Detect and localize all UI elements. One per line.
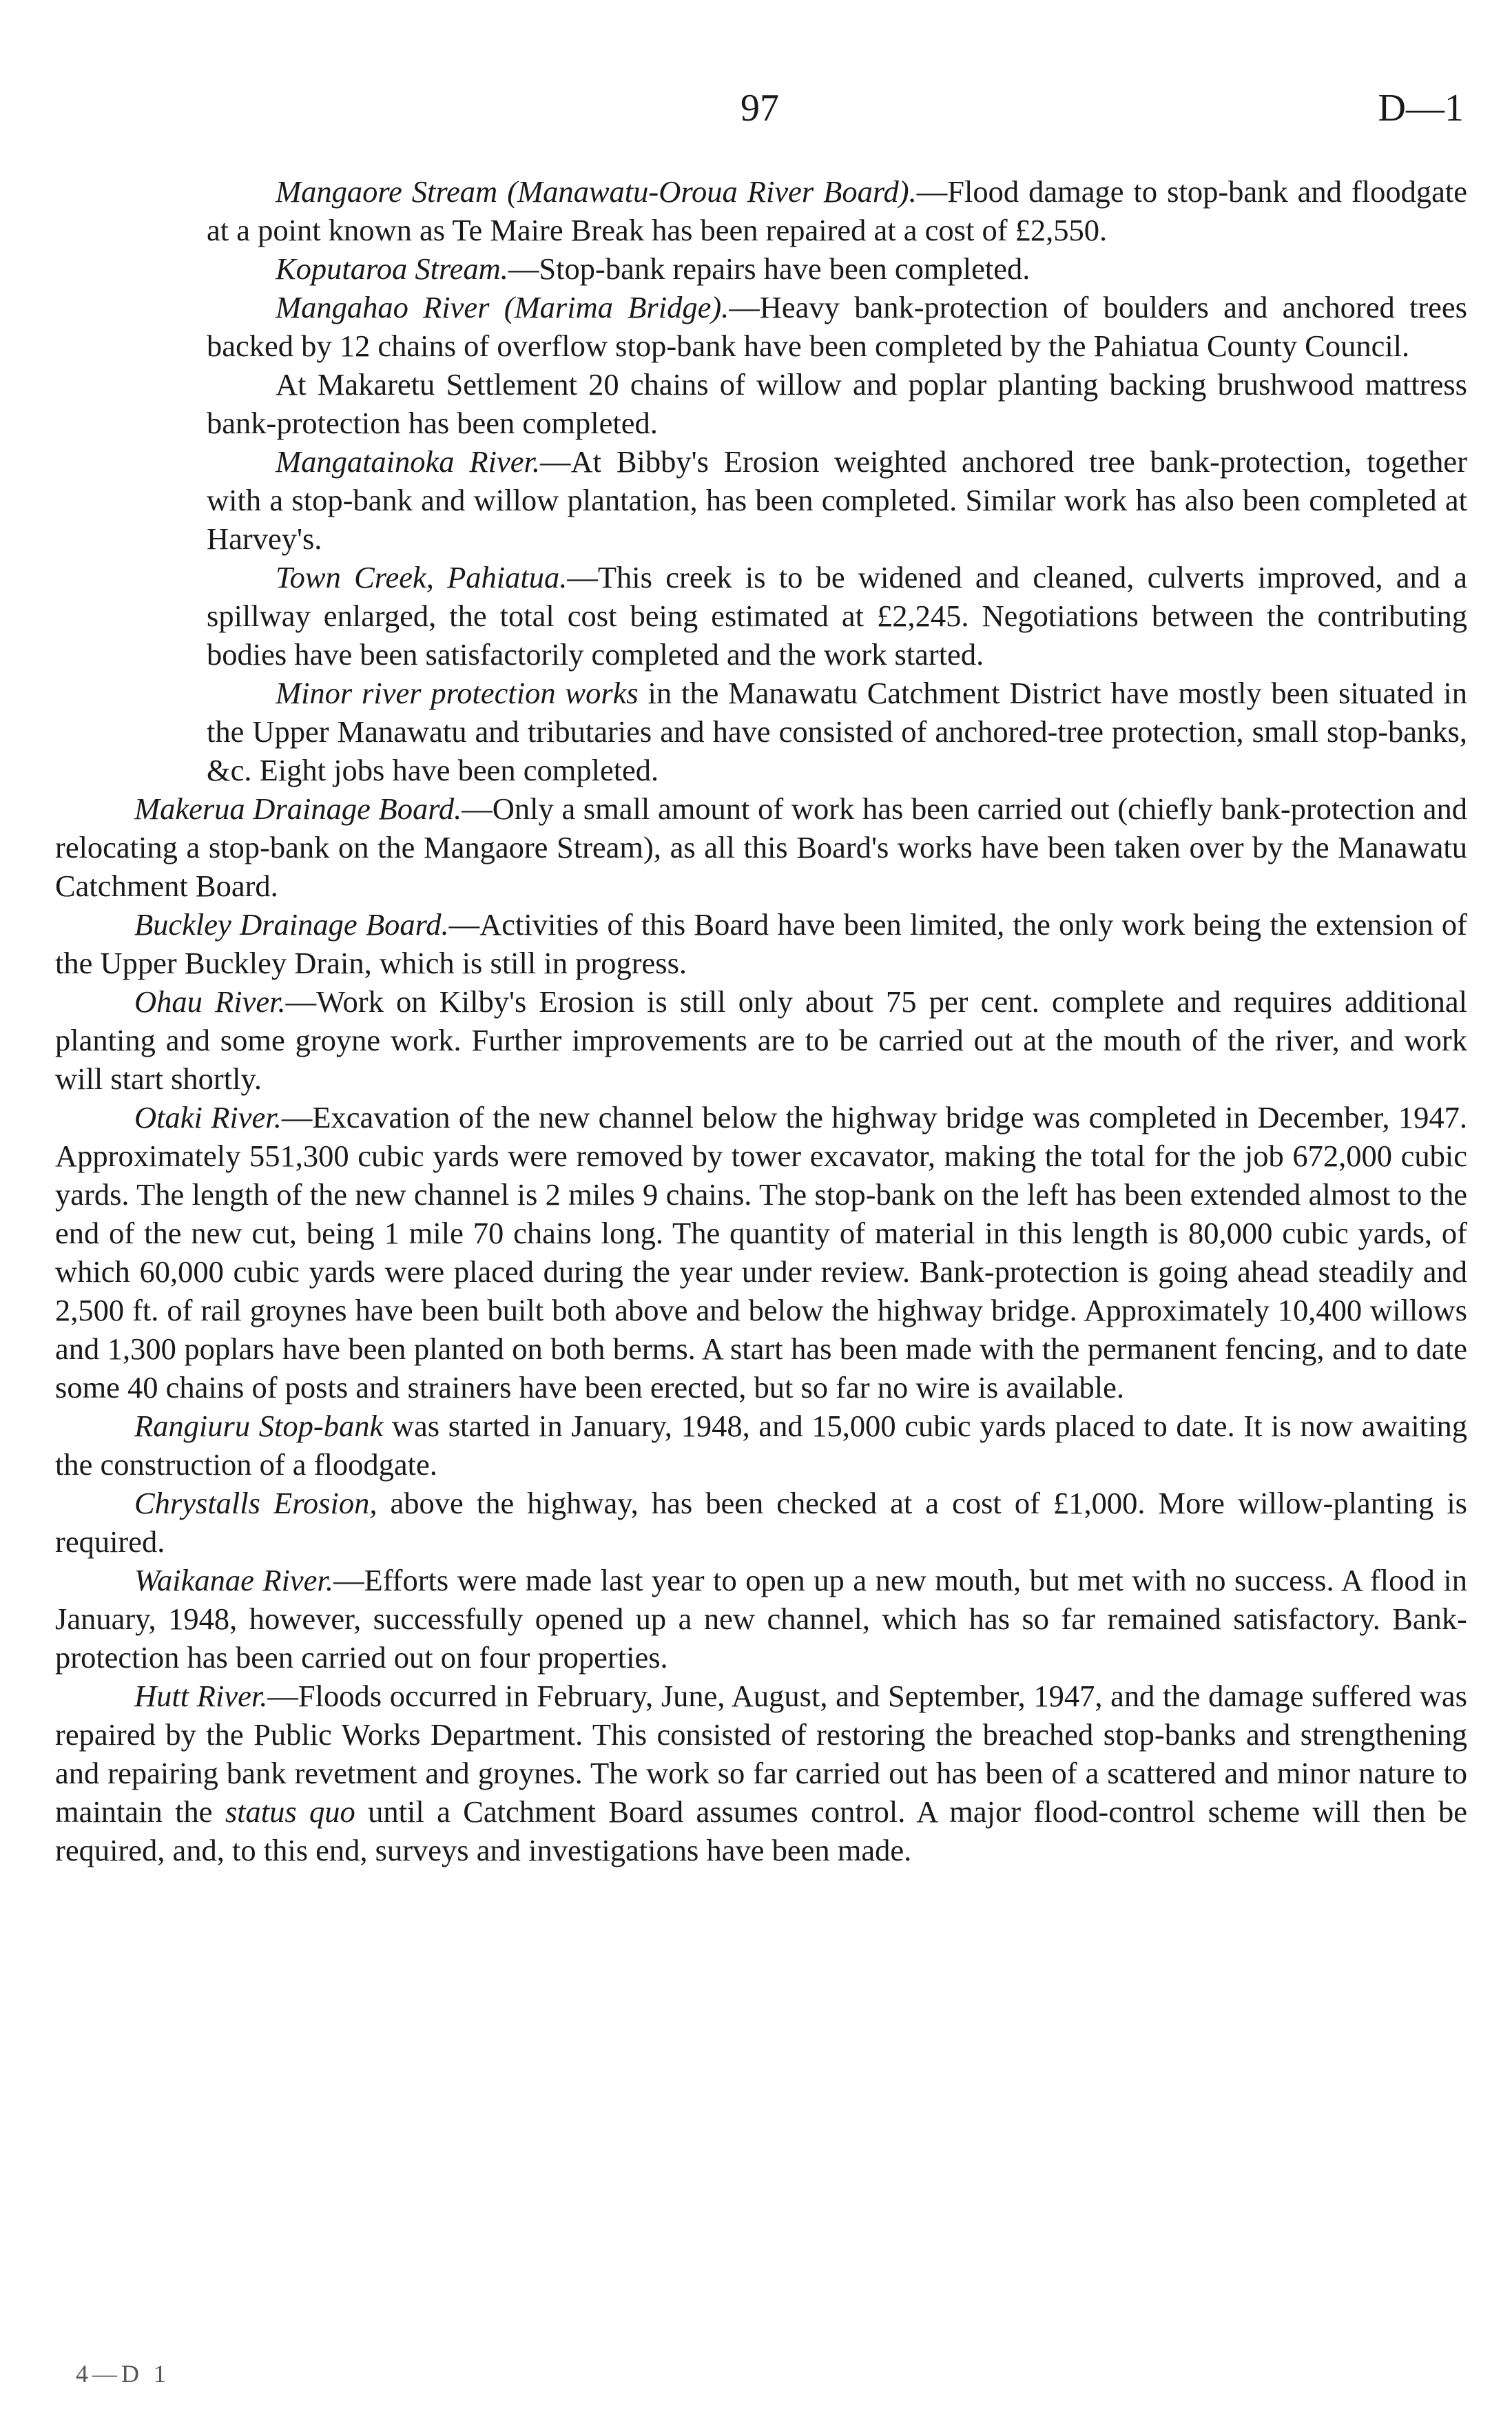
- document-reference: D—1: [1378, 87, 1464, 129]
- paragraph: [207, 365, 1467, 442]
- paragraph-lead: Ohau River.: [134, 984, 286, 1019]
- paragraph-lead: Chrystalls Erosion,: [134, 1486, 377, 1520]
- paragraph: [207, 288, 1467, 365]
- paragraph-lead: Makerua Drainage Board.: [134, 791, 462, 826]
- paragraph: [207, 172, 1467, 249]
- paragraph-text: —Excavation of the new channel below the highway bridge was completed in December, 1947. Approximately 551,300 cubic yards were removed by tower excavator, making the total for the job 672,000 cubic yards. The length of the new channel is 2 miles 9 chains. The stop-bank on the left has been extended almost to the end of the new cut, being 1 mile 70 chains long. The quantity of material in this length is 80,000 cubic yards, of which 60,000 cubic yards were placed during the year under review. Bank-protection is going ahead steadily and 2,500 ft. of rail groynes have been built both above and below the highway bridge. Approximately 10,400 willows and 1,300 poplars have been planted on both berms. A start has been made with the permanent fencing, and to date some 40 chains of posts and strainers have been erected, but so far no wire is available.: [55, 1100, 1467, 1405]
- paragraph-lead: Town Creek, Pahiatua.: [276, 560, 568, 594]
- paragraph-lead: Otaki River.: [134, 1100, 282, 1134]
- paragraph: [207, 558, 1467, 674]
- paragraph-text: —Floods occurred in February, June, August, and September, 1947, and the damage suffered was repaired by the Public Works Department. This consisted of restoring the breached stop-banks and strengthening and repairing bank revetment and groynes. The work so far carried out has been of a scattered and minor nature to maintain the status quo until a Catchment Board assumes control. A major flood-control scheme will then be required, and, to this end, surveys and investigations have been made.: [55, 1679, 1467, 1867]
- page-number: 97: [741, 87, 779, 129]
- paragraph-text: —At Bibby's Erosion weighted anchored tree bank-protection, together with a stop-bank and willow plantation, has been completed. Similar work has also been completed at Harvey's.: [207, 444, 1468, 556]
- paragraph-text: —Activities of this Board have been limited, the only work being the extension of the Upper Buckley Drain, which is still in progress.: [55, 907, 1467, 980]
- paragraph: [55, 1407, 1467, 1484]
- paragraph: [55, 1484, 1467, 1561]
- paragraph-text: in the Manawatu Catchment District have mostly been situated in the Upper Manawatu and tributaries and have consisted of anchored-tree protection, small stop-banks, &c. Eight jobs have been completed.: [207, 676, 1467, 787]
- paragraph-lead: Buckley Drainage Board.: [134, 907, 449, 942]
- paragraph-lead: Koputaroa Stream.: [276, 251, 508, 286]
- paragraph: [55, 1677, 1467, 1869]
- paragraph-text: —Efforts were made last year to open up a new mouth, but met with no success. A flood in January, 1948, however, successfully opened up a new channel, which has so far remained satisfactory. Bank-protection has been carried out on four properties.: [55, 1563, 1467, 1675]
- paragraph: [207, 442, 1467, 558]
- paragraph-text: —This creek is to be widened and cleaned, culverts improved, and a spillway enlarged, the total cost being estimated at £2,245. Negotiations between the contributing bodies have been satisfactorily completed and the work started.: [207, 560, 1467, 672]
- paragraph: [207, 674, 1467, 789]
- document-body: [55, 172, 1467, 1869]
- paragraph: [207, 249, 1467, 288]
- paragraph-lead: Waikanae River.: [134, 1563, 333, 1597]
- paragraph-text: —Flood damage to stop-bank and floodgate at a point known as Te Maire Break has been repaired at a cost of £2,550.: [207, 174, 1467, 247]
- paragraph-text: —Stop-bank repairs have been completed.: [508, 251, 1031, 286]
- paragraph-text: above the highway, has been checked at a cost of £1,000. More willow-planting is required.: [55, 1486, 1467, 1559]
- paragraph-text: At Makaretu Settlement 20 chains of willow and poplar planting backing brushwood mattress bank-protection has been completed.: [207, 367, 1467, 440]
- signature-mark: 4—D 1: [76, 2360, 170, 2387]
- paragraph-lead: Mangahao River (Marima Bridge).: [276, 290, 729, 324]
- paragraph: [55, 905, 1467, 982]
- paragraph-text: was started in January, 1948, and 15,000 cubic yards placed to date. It is now awaiting the construction of a floodgate.: [55, 1409, 1467, 1482]
- page-header: [0, 86, 1512, 134]
- paragraph: [55, 982, 1467, 1098]
- paragraph: [55, 1561, 1467, 1677]
- paragraph: [55, 789, 1467, 905]
- paragraph-lead: Minor river protection works: [276, 676, 639, 710]
- paragraph-text: —Only a small amount of work has been carried out (chiefly bank-protection and relocating a stop-bank on the Mangaore Stream), as all this Board's works have been taken over by the Manawatu Catchment Board.: [55, 791, 1468, 903]
- emphasis-text: status quo: [225, 1794, 355, 1829]
- paragraph-lead: Hutt River.: [134, 1679, 268, 1713]
- paragraph: [55, 1098, 1467, 1407]
- paragraph-lead: Mangatainoka River.: [276, 444, 540, 479]
- paragraph-text: —Heavy bank-protection of boulders and anchored trees backed by 12 chains of overflow stop-bank have been completed by the Pahiatua County Council.: [207, 290, 1467, 363]
- paragraph-lead: Mangaore Stream (Manawatu-Oroua River Board).: [276, 174, 917, 209]
- paragraph-text: —Work on Kilby's Erosion is still only about 75 per cent. complete and requires additional planting and some groyne work. Further improvements are to be carried out at the mouth of the river, and work will start shortly.: [55, 984, 1467, 1096]
- paragraph-lead: Rangiuru Stop-bank: [134, 1409, 384, 1443]
